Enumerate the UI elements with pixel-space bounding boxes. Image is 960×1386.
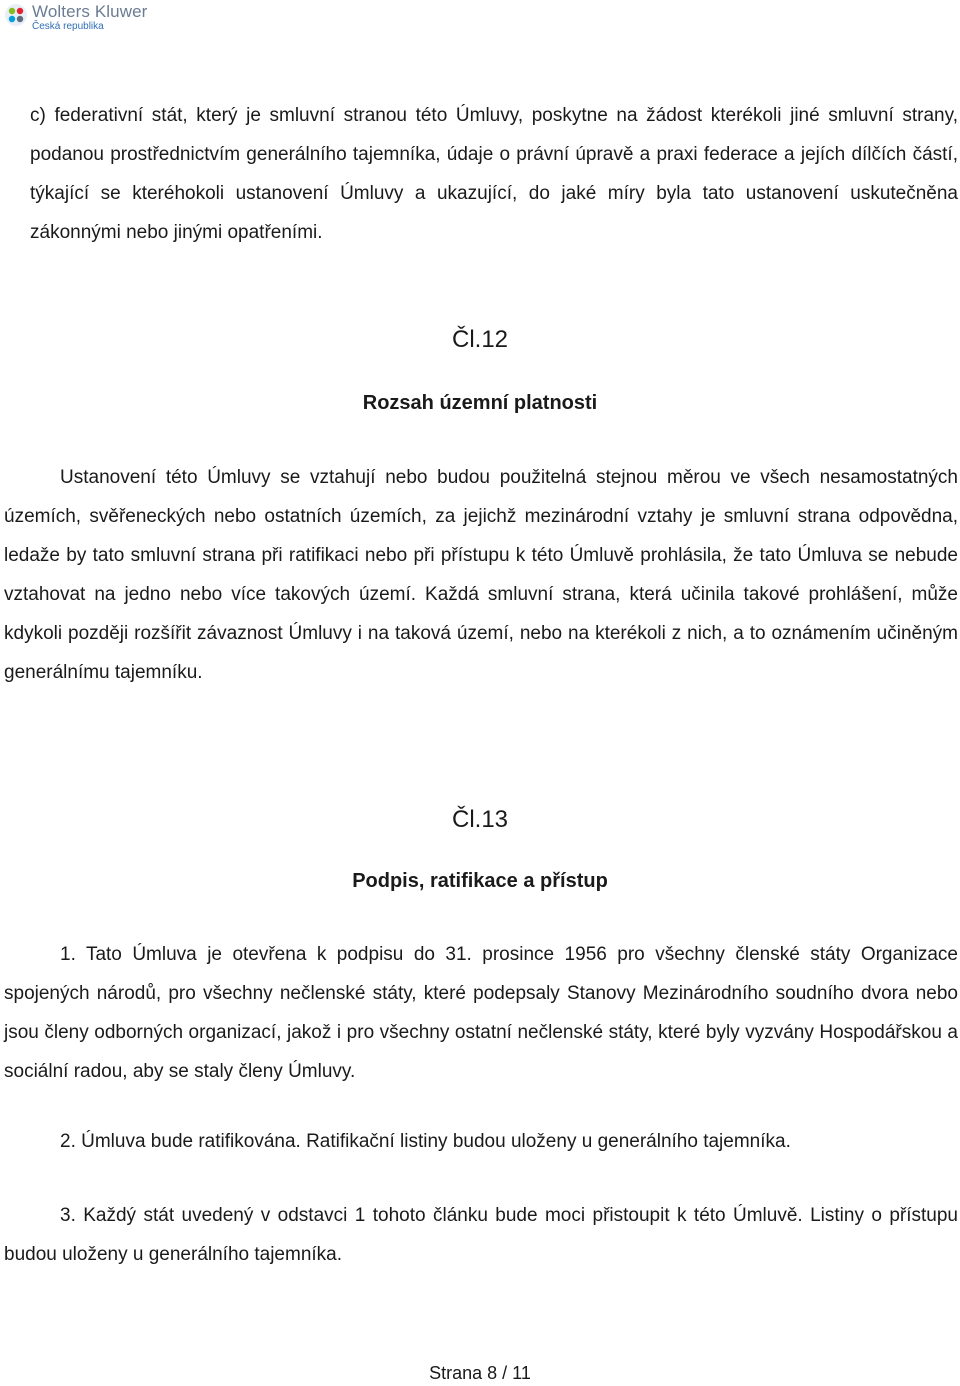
logo-name: Wolters Kluwer (32, 2, 148, 21)
article-12-title: Rozsah územní platnosti (362, 392, 598, 414)
publisher-logo (4, 3, 147, 32)
article-12-text: Ustanovení této Úmluvy se vztahují nebo budou použitelná stejnou měrou ve všech nesamostatných územích, svěřeneckých nebo ostatních územích, za jejichž mezinárodní vztahy je smluvní strana odpovědna, ledaže by tato smluvní strana při ratifikaci nebo při přístupu k této Úmluvě prohlásila, že tato Úmluva se nebude vztahovat na jedno nebo více takových území. Každá smluvní strana, která učinila takové prohlášení, může kdykoli později rozšířit závaznost Úmluvy i na taková území, nebo na kterékoli z nich, a to oznámením učiněným generálnímu tajemníku. (4, 467, 958, 683)
article-12-number: Čl.12 (451, 326, 509, 353)
article-13-item-3: 3. Každý stát uvedený v odstavci 1 tohoto článku bude moci přistoupit k této Úmluvě. Listiny o přístupu budou uloženy u generálního tajemníka. (4, 1205, 958, 1265)
wolters-kluwer-logo-icon (4, 3, 28, 27)
article-13-item-2: 2. Úmluva bude ratifikována. Ratifikační listiny budou uloženy u generálního tajemníka. (60, 1131, 791, 1152)
paragraph-c: c) federativní stát, který je smluvní stranou této Úmluvy, poskytne na žádost kterékoli jiné smluvní strany, podanou prostřednictvím generálního tajemníka, údaje o právní úpravě a praxi federace a jejích dílčích částí, týkající se kteréhokoli ustanovení Úmluvy a ukazující, do jaké míry byla tato ustanovení uskutečněna zákonnými nebo jinými opatřeními. (30, 105, 958, 243)
article-13-title: Podpis, ratifikace a přístup (352, 870, 608, 892)
article-13-number: Čl.13 (451, 806, 509, 833)
page-number: Strana 8 / 11 (429, 1363, 531, 1383)
article-13-item-1: 1. Tato Úmluva je otevřena k podpisu do 31. prosince 1956 pro všechny členské státy Organizace spojených národů, pro všechny nečlenské státy, které podepsaly Stanovy Mezinárodního soudního dvora nebo jsou členy odborných organizací, jakož i pro všechny ostatní nečlenské státy, které byly vyzvány Hospodářskou a sociální radou, aby se staly členy Úmluvy. (4, 944, 958, 1082)
logo-subtitle: Česká republika (32, 21, 104, 32)
